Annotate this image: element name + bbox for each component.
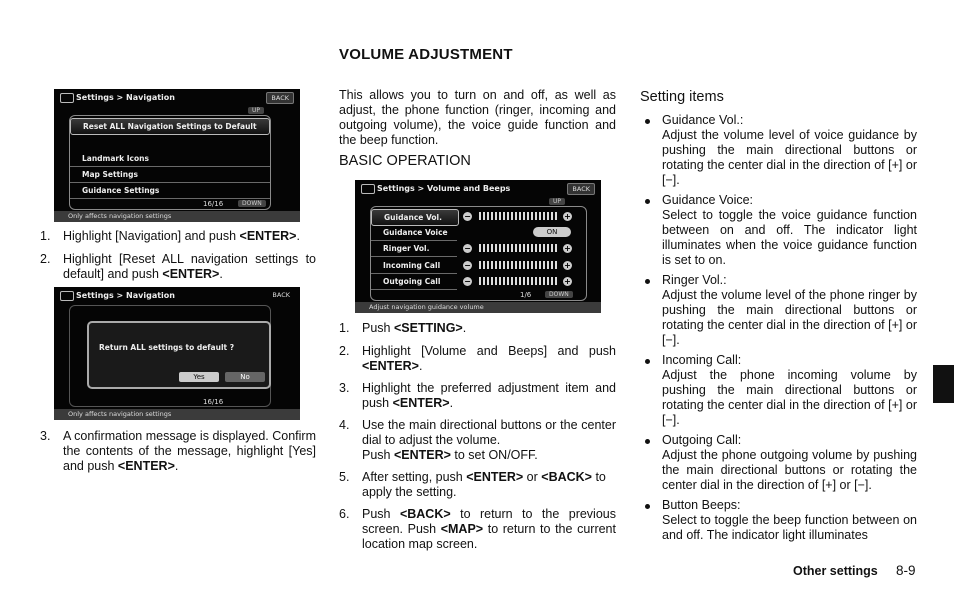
back-button: BACK [567,183,595,195]
screen-footer-hint: Only affects navigation settings [54,211,300,222]
step-text-end: . [462,321,467,335]
setting-item-desc: Adjust the volume level of voice guidance by pushing the main directional buttons or rotating the center dial in the direction of [+] or [−]. [662,128,917,187]
page-indicator: 16/16 [203,398,224,406]
setting-items-title: Setting items [640,89,724,105]
setting-item-outgoing-call [640,433,917,493]
setting-item-incoming-call [640,353,917,428]
step-number: 2. [339,344,350,358]
navigation-settings-screenshot [54,89,300,222]
step-number: 6. [339,507,350,521]
chapter-tab [933,365,954,403]
menu-item-landmark-icons: Landmark Icons [70,151,270,167]
dialog-message: Return ALL settings to default ? [99,343,235,352]
up-button: UP [248,107,264,114]
step-text-mid: to return to the previous screen. Push [362,507,616,536]
key-label: <ENTER> [466,470,524,484]
section-heading: VOLUME ADJUSTMENT [339,46,513,63]
down-button: DOWN [545,291,573,298]
screen-title: Settings > Navigation [76,93,175,102]
step-number: 2. [40,252,51,266]
step-mid-1 [339,321,616,336]
step-number: 1. [339,321,350,335]
setting-item-desc: Adjust the phone incoming volume by pushing the main directional buttons or rotating the center dial in the direction of [+] or [−]. [662,368,917,427]
settings-icon [361,184,375,194]
menu-item-map-settings: Map Settings [70,167,270,183]
bullet-icon [645,504,650,509]
step-mid-3 [339,381,616,411]
menu-item-guidance-settings: Guidance Settings [70,183,270,199]
page-number: 8-9 [896,563,916,578]
back-button: BACK [266,92,294,104]
setting-item-desc: Select to toggle the beep function between on and off. The indicator light illuminates [662,513,917,542]
key-label: <ENTER> [362,359,419,373]
step-number: 1. [40,229,51,243]
intro-paragraph: This allows you to turn on and off, as well as adjust, the phone function (ringer, incoming and outgoing volume), the voice guide function and the beep function. [339,88,616,147]
setting-item-button-beeps [640,498,917,543]
screen-title: Settings > Navigation [76,291,175,300]
step-text-end: to set ON/OFF. [450,448,538,462]
key-label: <ENTER> [392,396,450,410]
menu-item-guidance-vol: Guidance Vol. [371,209,459,226]
step-text: Highlight the preferred adjustment item and push [362,381,616,410]
step-mid-2 [339,344,616,374]
menu-frame [370,206,587,301]
screen-footer-hint: Only affects navigation settings [54,409,300,420]
step-number: 4. [339,418,350,432]
setting-item-name: Guidance Voice: [662,193,754,207]
step-text-2: Push [362,448,394,462]
step-text-end: . [174,459,179,473]
minus-icon: − [464,212,471,221]
key-label-2: <MAP> [440,522,484,536]
setting-item-guidance-voice [640,193,917,268]
menu-item-reset-all: Reset ALL Navigation Settings to Default [70,118,270,135]
screen-footer-hint: Adjust navigation guidance volume [355,302,601,313]
no-button: No [225,372,265,382]
key-label: <BACK> [399,507,451,521]
key-label: <SETTING> [393,321,463,335]
menu-item-guidance-voice: Guidance Voice [371,225,457,241]
volume-bar [479,277,557,285]
setting-item-name: Ringer Vol.: [662,273,727,287]
step-number: 3. [339,381,350,395]
setting-item-guidance-vol [640,113,917,188]
menu-frame [69,115,271,210]
step-text: Highlight [Volume and Beeps] and push [362,344,616,358]
confirmation-screenshot [54,287,300,420]
step-mid-5 [339,470,616,500]
key-label-2: <BACK> [541,470,592,484]
step-text: Highlight [Navigation] and push [63,229,240,243]
plus-icon: + [564,261,571,270]
setting-item-desc: Adjust the volume level of the phone ringer by pushing the main directional buttons or rotating the center dial in the direction of [+] or [−]. [662,288,917,347]
setting-item-ringer-vol [640,273,917,348]
step-mid-4 [339,418,616,463]
plus-icon: + [564,212,571,221]
setting-item-name: Incoming Call: [662,353,742,367]
plus-icon: + [564,244,571,253]
setting-item-desc: Adjust the phone outgoing volume by pushing the main directional buttons or rotating the center dial in the direction of [+] or [−]. [662,448,917,492]
volume-bar [479,244,557,252]
menu-item-incoming-call: Incoming Call [371,258,457,274]
step-text: Highlight [Reset ALL navigation settings to default] and push [63,252,316,281]
bullet-icon [645,439,650,444]
step-text-end: . [296,229,300,243]
on-indicator: ON [533,227,571,237]
bullet-icon [645,199,650,204]
settings-icon [60,291,74,301]
up-button: UP [549,198,565,205]
step-text-end: to apply the setting. [362,470,606,499]
yes-button: Yes [179,372,219,382]
back-button: BACK [272,291,290,299]
step-text: Use the main directional buttons or the center dial to adjust the volume. [362,418,616,447]
step-text: Push [362,507,400,521]
step-text: A confirmation message is displayed. Confirm the contents of the message, highlight [Yes] and push [63,429,316,473]
volume-bar [479,261,557,269]
setting-item-name: Outgoing Call: [662,433,742,447]
setting-item-desc: Select to toggle the voice guidance function between on and off. The indicator light illuminates when the voice guidance function is set to on. [662,208,917,267]
settings-icon [60,93,74,103]
plus-icon: + [564,277,571,286]
key-label: <ENTER> [117,459,175,473]
step-text-end: . [219,267,223,281]
step-text: After setting, push [362,470,467,484]
key-label: <ENTER> [162,267,220,281]
step-text: Push [362,321,394,335]
page-indicator: 16/16 [203,200,224,208]
menu-item-ringer-vol: Ringer Vol. [371,241,457,257]
step-left-3 [40,429,316,474]
key-label: <ENTER> [239,229,297,243]
confirm-dialog [87,321,271,389]
step-text-end: . [449,396,454,410]
step-mid-6 [339,507,616,552]
volume-bar [479,212,557,220]
key-label: <ENTER> [393,448,451,462]
bullet-icon [645,279,650,284]
step-text-end: to return to the current location map screen. [362,522,616,551]
setting-item-name: Button Beeps: [662,498,741,512]
menu-item-outgoing-call: Outgoing Call [371,274,457,290]
volume-beeps-screenshot [355,180,601,313]
screen-title: Settings > Volume and Beeps [377,184,511,193]
minus-icon: − [464,261,471,270]
basic-operation-title: BASIC OPERATION [339,153,471,169]
step-left-2 [40,252,316,282]
setting-item-name: Guidance Vol.: [662,113,744,127]
down-button: DOWN [238,200,266,207]
page-indicator: 1/6 [520,291,532,299]
bullet-icon [645,119,650,124]
step-text-end: . [418,359,423,373]
footer-section: Other settings [793,564,878,578]
minus-icon: − [464,277,471,286]
step-number: 3. [40,429,51,443]
minus-icon: − [464,244,471,253]
step-left-1 [40,229,316,244]
bullet-icon [645,359,650,364]
step-number: 5. [339,470,350,484]
step-text-mid: or [523,470,542,484]
